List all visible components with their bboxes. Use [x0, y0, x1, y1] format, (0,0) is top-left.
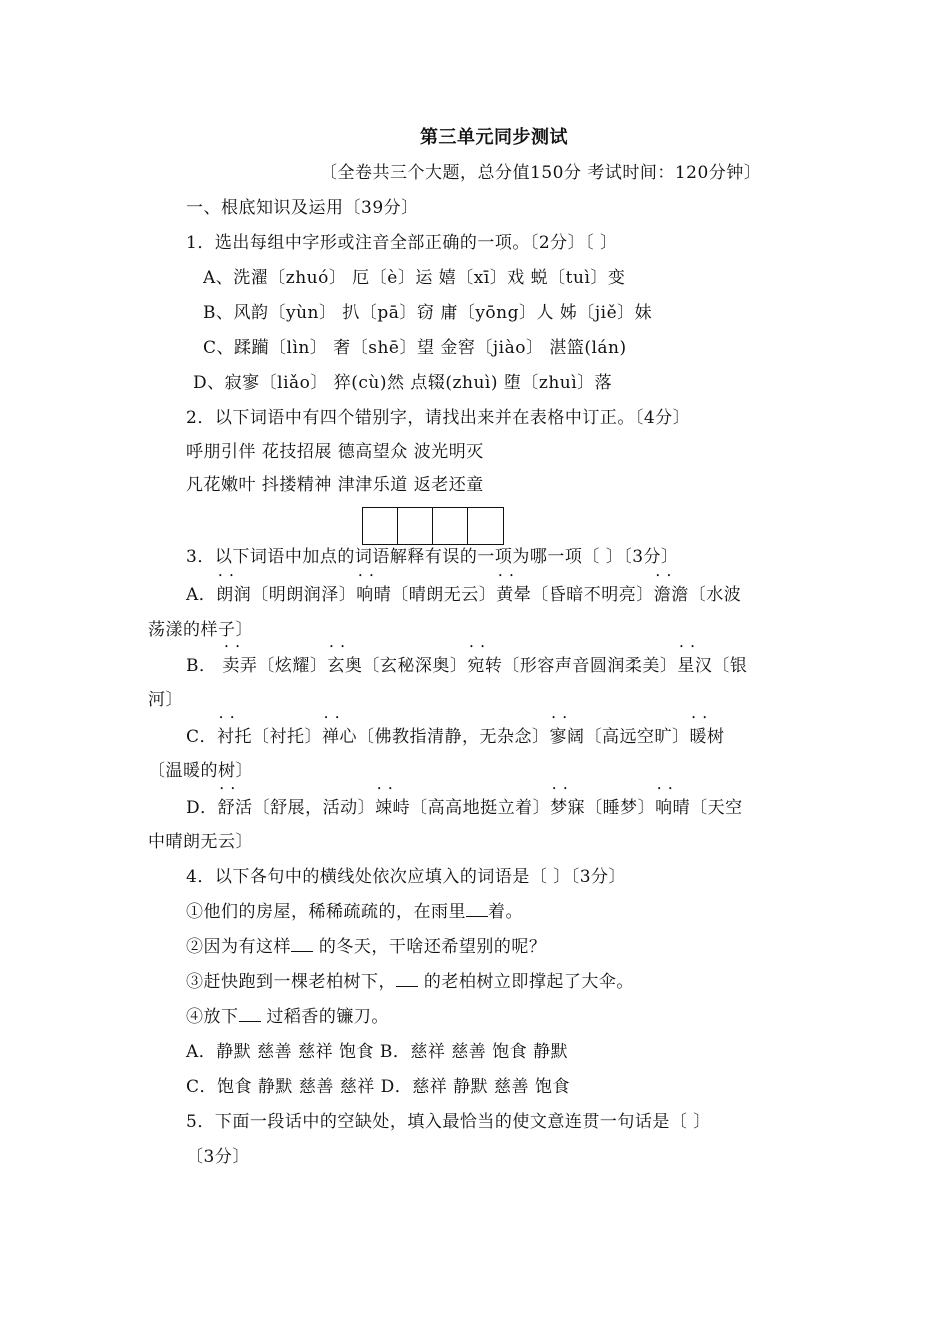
question-2-word-row: 呼朋引伴 花技招展 德高望众 波光明灭: [186, 442, 484, 462]
dotted-word: • • 梦寐: [550, 797, 585, 819]
explanation: 〔银: [712, 656, 748, 676]
sentence-text: ④放下: [186, 1007, 239, 1027]
exam-subtitle: 〔全卷共三个大题，总分值150分 考试时间：120分钟〕: [320, 163, 762, 183]
option-prefix: B．: [186, 656, 223, 676]
dotted-word: • • 响晴: [655, 797, 690, 819]
explanation: 〔佛教指清静，无杂念〕: [357, 727, 550, 747]
dotted-word: • • 卖弄: [222, 655, 257, 677]
correction-cell[interactable]: [468, 508, 503, 544]
dotted-word: • • 黄晕: [496, 584, 531, 606]
question-1-option-b: B、风韵〔yùn〕 扒〔pā〕窃 庸〔yōng〕人 姊〔jiě〕妹: [203, 303, 653, 323]
dotted-word: • • 舒活: [218, 797, 253, 819]
explanation: 〔形容声音圆润柔美〕: [502, 656, 678, 676]
fill-blank[interactable]: [291, 937, 313, 952]
dotted-word: • • 竦峙: [375, 797, 410, 819]
sentence-text: 的老柏树立即撑起了大伞。: [418, 972, 634, 992]
question-1-option-a: A、洗濯〔zhuó〕 厄〔è〕运 嬉〔xī〕戏 蜕〔tuì〕变: [203, 268, 626, 288]
fill-blank[interactable]: [239, 1007, 261, 1022]
dotted-word: • • 响晴: [356, 584, 391, 606]
section-heading: 一、根底知识及运用〔39分〕: [186, 198, 419, 218]
fill-blank[interactable]: [396, 972, 418, 987]
question-3-option-a: [186, 584, 741, 606]
correction-cell[interactable]: [398, 508, 433, 544]
question-4-sentence-3: [186, 971, 634, 993]
question-3-option-c: [186, 726, 725, 748]
explanation: 〔昏暗不明亮〕: [531, 585, 654, 605]
question-3-option-b: [186, 655, 747, 677]
correction-cell[interactable]: [363, 508, 398, 544]
question-3-option-d: [186, 797, 743, 819]
question-1-option-c: C、蹂躏〔lìn〕 奢〔shē〕望 金窖〔jiào〕 湛篮(lán): [203, 338, 627, 358]
question-2-stem: 2．以下词语中有四个错别字，请找出来并在表格中订正。〔4分〕: [186, 408, 691, 428]
question-1-stem: 1．选出每组中字形或注音全部正确的一项。〔2分〕〔 〕: [186, 233, 618, 253]
sentence-text: 过稻香的镰刀。: [260, 1007, 389, 1027]
option-prefix: A．: [186, 585, 217, 605]
explanation: 〔高远空旷〕: [584, 727, 690, 747]
question-4-options-cd: C．饱食 静默 慈善 慈祥 D．慈祥 静默 慈善 饱食: [186, 1077, 570, 1097]
question-4-sentence-2: [186, 936, 546, 958]
explanation: 〔明朗润泽〕: [251, 585, 357, 605]
dotted-word: • • 星汉: [677, 655, 712, 677]
question-3-option-a-cont: 荡漾的样子〕: [148, 620, 253, 640]
dotted-word: • • 禅心: [322, 726, 357, 748]
question-4-sentence-1: [186, 901, 523, 923]
question-1-option-d: D、寂寥〔liǎo〕 猝(cù)然 点辍(zhuì) 堕〔zhuì〕落: [193, 373, 613, 393]
question-3-option-d-cont: 中晴朗无云〕: [148, 832, 253, 852]
dotted-word: • • 玄奥: [327, 655, 362, 677]
sentence-text: 着。: [488, 902, 523, 922]
explanation: 〔高高地挺立着〕: [410, 798, 551, 818]
explanation: 〔睡梦〕: [585, 798, 656, 818]
explanation: 〔衬托〕: [252, 727, 323, 747]
explanation: 〔水波: [688, 585, 742, 605]
dotted-word: • • 宛转: [467, 655, 502, 677]
dotted-word: • • 澹澹: [654, 584, 689, 606]
explanation: 〔晴朗无云〕: [391, 585, 497, 605]
question-5-stem: 5．下面一段话中的空缺处，填入最恰当的使文意连贯一句话是〔 〕: [186, 1112, 711, 1132]
fill-blank[interactable]: [466, 902, 488, 917]
explanation: 〔舒展，活动〕: [252, 798, 376, 818]
question-2-word-row: 凡花嫩叶 抖搂精神 津津乐道 返老还童: [186, 475, 484, 495]
question-4-stem: 4．以下各句中的横线处依次应填入的词语是〔 〕〔3分〕: [186, 867, 627, 887]
page-title: 第三单元同步测试: [420, 127, 568, 148]
explanation: 〔玄秘深奥〕: [362, 656, 468, 676]
question-3-option-b-cont: 河〕: [148, 690, 183, 710]
option-prefix: C．: [186, 727, 218, 747]
dotted-word: • • 暖树: [690, 726, 725, 748]
dotted-word: • • 朗润: [216, 584, 251, 606]
sentence-text: ①他们的房屋，稀稀疏疏的，在雨里: [186, 902, 466, 922]
explanation: 〔天空: [690, 798, 743, 818]
option-prefix: D．: [186, 798, 218, 818]
sentence-text: ②因为有这样: [186, 937, 291, 957]
correction-table: [362, 507, 504, 545]
question-4-options-ab: A．静默 慈善 慈祥 饱食 B．慈祥 慈善 饱食 静默: [186, 1042, 569, 1062]
dotted-word: • • 衬托: [217, 726, 252, 748]
sentence-text: ③赶快跑到一棵老柏树下，: [186, 972, 396, 992]
explanation: 〔炫耀〕: [257, 656, 328, 676]
dotted-word: • • 寥阔: [550, 726, 585, 748]
question-3-option-c-cont: 〔温暖的树〕: [148, 761, 253, 781]
question-4-sentence-4: [186, 1006, 389, 1028]
question-5-score: 〔3分〕: [186, 1147, 250, 1167]
sentence-text: 的冬天，干啥还希望别的呢？: [313, 937, 547, 957]
correction-cell[interactable]: [433, 508, 468, 544]
question-3-stem: 3．以下词语中加点的词语解释有误的一项为哪一项〔 〕〔3分〕: [186, 547, 679, 567]
